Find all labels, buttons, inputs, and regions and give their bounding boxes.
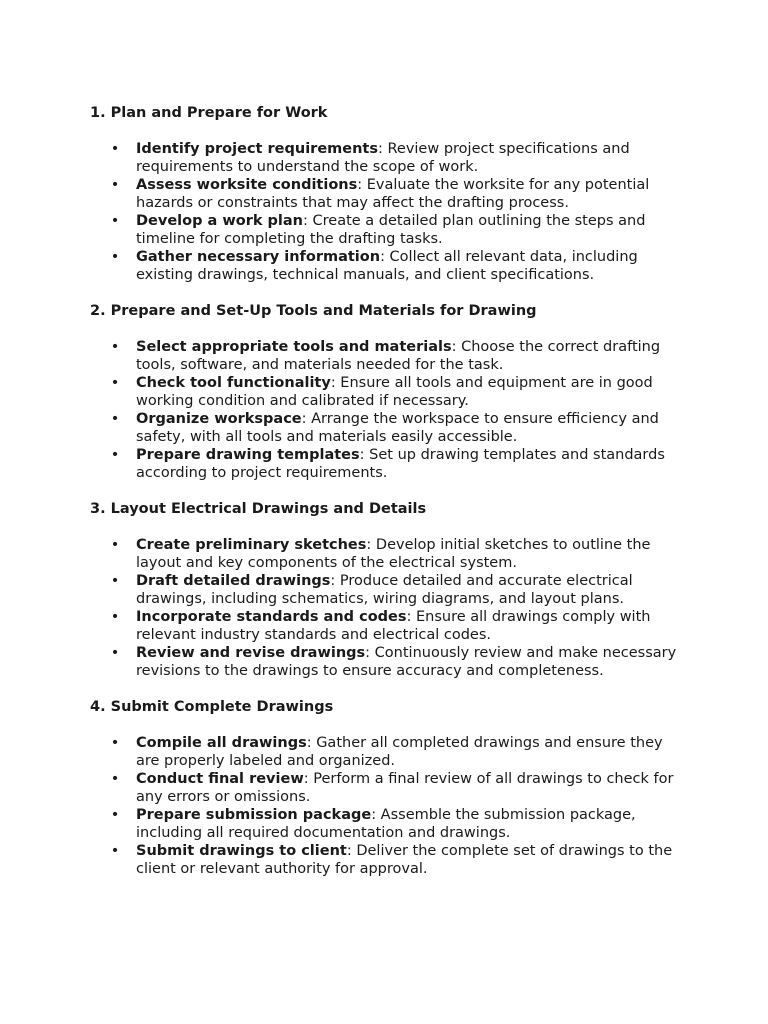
item-term: Gather necessary information bbox=[136, 249, 381, 265]
list-item bbox=[90, 734, 690, 770]
list-item bbox=[90, 176, 690, 212]
section-plan-and-prepare bbox=[90, 104, 690, 284]
item-term: Prepare submission package bbox=[136, 807, 372, 823]
section-title: 2. Prepare and Set-Up Tools and Materials for Drawing bbox=[90, 303, 537, 319]
item-term: Assess worksite conditions bbox=[136, 177, 358, 193]
bullet-icon: • bbox=[110, 645, 120, 661]
item-term: Check tool functionality bbox=[136, 375, 331, 391]
item-description: : Ensure all drawings comply with relevant industry standards and electrical codes. bbox=[136, 609, 651, 643]
item-description: : Evaluate the worksite for any potential hazards or constraints that may affect the drafting process. bbox=[136, 177, 650, 211]
item-term: Select appropriate tools and materials bbox=[136, 339, 452, 355]
bullet-icon: • bbox=[110, 537, 120, 553]
section-title: 3. Layout Electrical Drawings and Details bbox=[90, 501, 427, 517]
bullet-icon: • bbox=[110, 609, 120, 625]
bullet-list bbox=[90, 140, 690, 284]
bullet-icon: • bbox=[110, 843, 120, 859]
document-body bbox=[90, 104, 690, 878]
bullet-icon: • bbox=[110, 573, 120, 589]
item-term: Submit drawings to client bbox=[136, 843, 347, 859]
item-description: : Gather all completed drawings and ensure they are properly labeled and organized. bbox=[136, 735, 663, 769]
bullet-list bbox=[90, 734, 690, 878]
section-submit-drawings bbox=[90, 698, 690, 878]
bullet-icon: • bbox=[110, 249, 120, 265]
list-item bbox=[90, 410, 690, 446]
list-item bbox=[90, 572, 690, 608]
item-description: : Set up drawing templates and standards according to project requirements. bbox=[136, 447, 665, 481]
list-item bbox=[90, 248, 690, 284]
item-term: Draft detailed drawings bbox=[136, 573, 331, 589]
bullet-icon: • bbox=[110, 771, 120, 787]
list-item bbox=[90, 446, 690, 482]
item-description: : Perform a final review of all drawings to check for any errors or omissions. bbox=[136, 771, 674, 805]
section-title: 4. Submit Complete Drawings bbox=[90, 699, 334, 715]
bullet-icon: • bbox=[110, 339, 120, 355]
list-item bbox=[90, 212, 690, 248]
item-term: Create preliminary sketches bbox=[136, 537, 367, 553]
bullet-icon: • bbox=[110, 213, 120, 229]
bullet-icon: • bbox=[110, 447, 120, 463]
list-item bbox=[90, 770, 690, 806]
list-item bbox=[90, 338, 690, 374]
item-description: : Ensure all tools and equipment are in good working condition and calibrated if necessary. bbox=[136, 375, 653, 409]
item-description: : Collect all relevant data, including existing drawings, technical manuals, and client specifications. bbox=[136, 249, 638, 283]
section-prepare-tools bbox=[90, 302, 690, 482]
item-description: : Arrange the workspace to ensure efficiency and safety, with all tools and materials easily accessible. bbox=[136, 411, 659, 445]
item-term: Organize workspace bbox=[136, 411, 302, 427]
item-description: : Assemble the submission package, including all required documentation and drawings. bbox=[136, 807, 636, 841]
list-item bbox=[90, 644, 690, 680]
item-term: Develop a work plan bbox=[136, 213, 304, 229]
bullet-icon: • bbox=[110, 141, 120, 157]
list-item bbox=[90, 374, 690, 410]
bullet-icon: • bbox=[110, 375, 120, 391]
section-title: 1. Plan and Prepare for Work bbox=[90, 105, 328, 121]
item-description: : Review project specifications and requirements to understand the scope of work. bbox=[136, 141, 630, 175]
list-item bbox=[90, 806, 690, 842]
item-term: Conduct final review bbox=[136, 771, 304, 787]
list-item bbox=[90, 536, 690, 572]
item-description: : Create a detailed plan outlining the steps and timeline for completing the drafting tasks. bbox=[136, 213, 646, 247]
section-layout-drawings bbox=[90, 500, 690, 680]
item-term: Identify project requirements bbox=[136, 141, 378, 157]
list-item bbox=[90, 842, 690, 878]
bullet-icon: • bbox=[110, 411, 120, 427]
bullet-icon: • bbox=[110, 177, 120, 193]
bullet-list bbox=[90, 338, 690, 482]
bullet-list bbox=[90, 536, 690, 680]
item-term: Compile all drawings bbox=[136, 735, 307, 751]
bullet-icon: • bbox=[110, 735, 120, 751]
item-description: : Deliver the complete set of drawings to the client or relevant authority for approval. bbox=[136, 843, 673, 877]
item-term: Prepare drawing templates bbox=[136, 447, 360, 463]
item-description: : Continuously review and make necessary revisions to the drawings to ensure accuracy and completeness. bbox=[136, 645, 677, 679]
list-item bbox=[90, 140, 690, 176]
item-term: Incorporate standards and codes bbox=[136, 609, 407, 625]
item-description: : Produce detailed and accurate electrical drawings, including schematics, wiring diagrams, and layout plans. bbox=[136, 573, 633, 607]
bullet-icon: • bbox=[110, 807, 120, 823]
item-description: : Choose the correct drafting tools, software, and materials needed for the task. bbox=[136, 339, 661, 373]
item-description: : Develop initial sketches to outline the layout and key components of the electrical system. bbox=[136, 537, 651, 571]
item-term: Review and revise drawings bbox=[136, 645, 366, 661]
list-item bbox=[90, 608, 690, 644]
